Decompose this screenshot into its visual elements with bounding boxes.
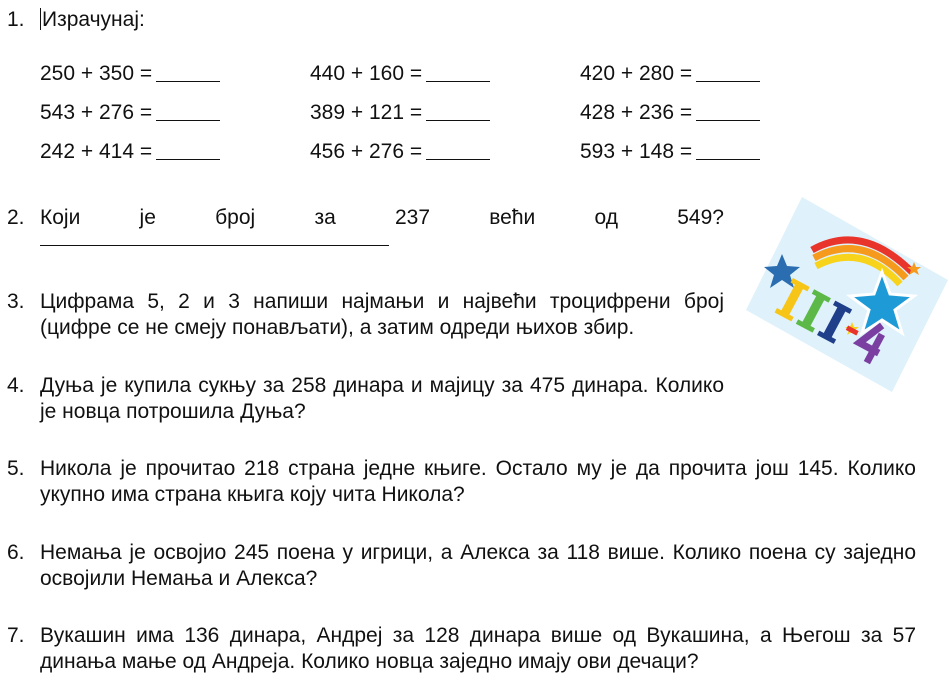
task-2-body — [40, 205, 724, 246]
answer-blank[interactable] — [156, 102, 220, 121]
class-logo-image — [742, 192, 948, 392]
word: 549? — [677, 206, 724, 229]
task-4-text: Дуња је купила сукњу за 258 динара и мајицу за 475 динара. Колико је новца потрошила Дуња? — [40, 374, 724, 423]
expression-text: 242 + 414 = — [40, 140, 153, 163]
expression-text: 250 + 350 = — [40, 62, 153, 85]
expression-r1-c3 — [580, 61, 760, 87]
task-6-text: Немања је освојио 245 поена у игрици, а Алекса за 118 више. Колико поена су заједно освојили Немања и Алекса? — [40, 541, 916, 590]
word: Који — [40, 206, 81, 229]
answer-blank[interactable] — [696, 141, 760, 160]
answer-blank[interactable] — [426, 141, 490, 160]
answer-blank[interactable] — [156, 63, 220, 82]
word: је — [139, 206, 156, 229]
task-6-number: 6. — [7, 541, 25, 564]
expression-text: 428 + 236 = — [580, 101, 693, 124]
task-5-text: Никола је прочитао 218 страна једне књиге. Остало му је да прочита још 145. Колико укупно има страна књига коју чита Никола? — [40, 457, 916, 506]
text-cursor — [40, 8, 41, 30]
expression-text: 593 + 148 = — [580, 140, 693, 163]
task-7-text: Вукашин има 136 динара, Андреј за 128 динара више од Вукашина, а Његош за 57 динања мање од Андреја. Колико новца заједно имају ови дечаци? — [40, 624, 916, 673]
task-2-question — [40, 205, 724, 231]
answer-blank[interactable] — [426, 63, 490, 82]
expression-text: 543 + 276 = — [40, 101, 153, 124]
task-2-number: 2. — [7, 206, 25, 229]
task-1-number: 1. — [7, 8, 25, 31]
expression-r1-c1 — [40, 61, 220, 87]
word: број — [215, 206, 256, 229]
expression-r3-c1 — [40, 139, 220, 165]
expression-text: 389 + 121 = — [310, 101, 423, 124]
word: за — [314, 206, 336, 229]
expression-text: 456 + 276 = — [310, 140, 423, 163]
expression-r1-c2 — [310, 61, 490, 87]
task-3-number: 3. — [7, 290, 25, 313]
task-7-number: 7. — [7, 624, 25, 647]
logo-background — [746, 197, 948, 392]
expression-text: 440 + 160 = — [310, 62, 423, 85]
task-4-number: 4. — [7, 374, 25, 397]
task-5-number: 5. — [7, 457, 25, 480]
expression-text: 420 + 280 = — [580, 62, 693, 85]
answer-blank[interactable] — [426, 102, 490, 121]
answer-blank[interactable] — [696, 63, 760, 82]
expression-r2-c1 — [40, 100, 220, 126]
answer-blank[interactable] — [156, 141, 220, 160]
task-1-title-text: Израчунај: — [42, 8, 145, 31]
word: од — [594, 206, 618, 229]
task-3-text: Цифрама 5, 2 и 3 напиши најмањи и највећи троцифрени број (цифре се не смеју понављати), а затим одреди њихов збир. — [40, 290, 724, 339]
expression-r2-c2 — [310, 100, 490, 126]
expression-r3-c3 — [580, 139, 760, 165]
expression-r3-c2 — [310, 139, 490, 165]
expression-r2-c3 — [580, 100, 760, 126]
word: већи — [489, 206, 536, 229]
task-2-answer-line[interactable] — [40, 245, 389, 246]
expression-grid — [40, 61, 800, 181]
word: 237 — [394, 206, 431, 229]
task-1-title[interactable] — [40, 7, 145, 33]
answer-blank[interactable] — [696, 102, 760, 121]
